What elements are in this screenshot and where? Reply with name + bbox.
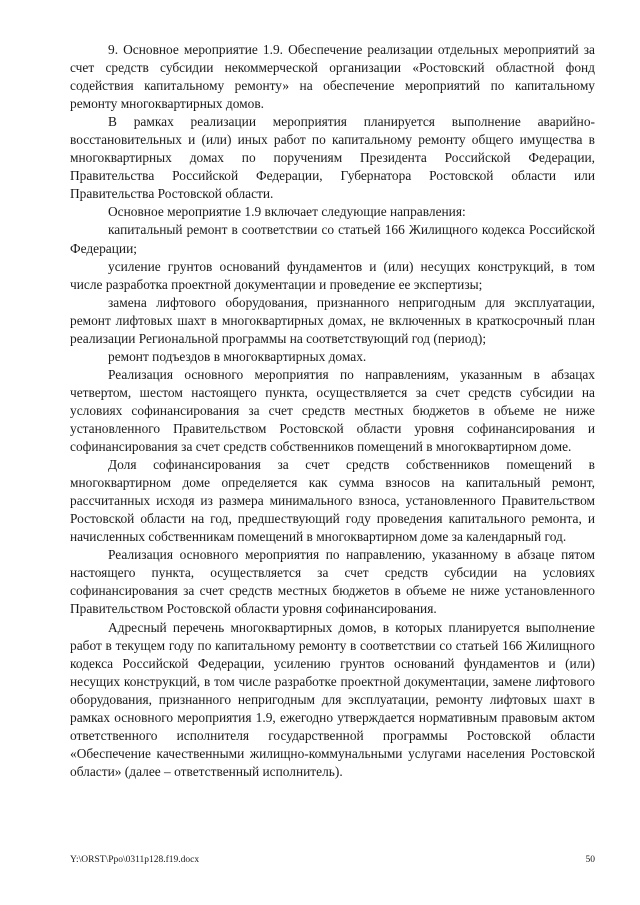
paragraph-5: усиление грунтов оснований фундаментов и (или) несущих конструкций, в том числе разработка проектной документации и проведение ее экспертизы; — [70, 258, 595, 292]
footer-page-number: 50 — [585, 855, 595, 865]
paragraph-1: 9. Основное мероприятие 1.9. Обеспечение реализации отдельных мероприятий за счет средств субсидии некоммерческой организации «Ростовский областной фонд содействия капитальному ремонту» на обеспечение мероприятий по капитальному ремонту многоквартирных домов. — [70, 42, 595, 112]
paragraph-9: Доля софинансирования за счет средств собственников помещений в многоквартирном доме определяется как сумма взносов на капитальный ремонт, рассчитанных исходя из размера минимального взноса, установленного Правительством Ростовской области на год, предшествующий году проведения капитального ремонта, и начисленных собственникам помещений в многоквартирном доме за календарный год. — [70, 457, 595, 545]
paragraph-6: замена лифтового оборудования, признанного непригодным для эксплуатации, ремонт лифтовых шахт в многоквартирных домах, не включенных в краткосрочный план реализации Региональной программы на соответствующий год (период); — [70, 294, 595, 346]
paragraph-8: Реализация основного мероприятия по направлениям, указанным в абзацах четвертом, шестом настоящего пункта, осуществляется за счет средств субсидии на условиях софинансирования за счет средств местных бюджетов в объеме не ниже установленного Правительством Ростовской области уровня софинансирования и софинансирования за счет средств собственников помещений в многоквартирном доме. — [70, 366, 595, 455]
paragraph-4: капитальный ремонт в соответствии со статьей 166 Жилищного кодекса Российской Федерации; — [70, 222, 595, 256]
footer-file-path: Y:\ORST\Ppo\0311p128.f19.docx — [70, 855, 200, 865]
document-body — [70, 41, 595, 781]
paragraph-2: В рамках реализации мероприятия планируется выполнение аварийно-восстановительных и (или) иных работ по капитальному ремонту общего имущества в многоквартирных домах по поручениям Президента Российской Федерации, Правительства Российской Федерации, Губернатора Ростовской области или Правительства Ростовской области. — [70, 114, 595, 202]
paragraph-7: ремонт подъездов в многоквартирных домах. — [108, 348, 367, 364]
paragraph-3: Основное мероприятие 1.9 включает следующие направления: — [108, 204, 466, 220]
paragraph-10: Реализация основного мероприятия по направлению, указанному в абзаце пятом настоящего пункта, осуществляется за счет средств субсидии на условиях софинансирования за счет средств местных бюджетов в объеме не ниже установленного Правительством Ростовской области уровня софинансирования. — [70, 547, 595, 617]
paragraph-11: Адресный перечень многоквартирных домов, в которых планируется выполнение работ в текущем году по капитальному ремонту в соответствии со статьей 166 Жилищного кодекса Российской Федерации, усилению грунтов оснований фундаментов и (или) несущих конструкций, в том числе разработке проектной документации, замене лифтового оборудования, признанного непригодным для эксплуатации, ремонту лифтовых шахт в рамках основного мероприятия 1.9, ежегодно утверждается нормативным правовым актом ответственного исполнителя государственной программы Ростовской области «Обеспечение качественными жилищно-коммунальными услугами населения Ростовской области» (далее – ответственный исполнитель). — [70, 619, 595, 779]
